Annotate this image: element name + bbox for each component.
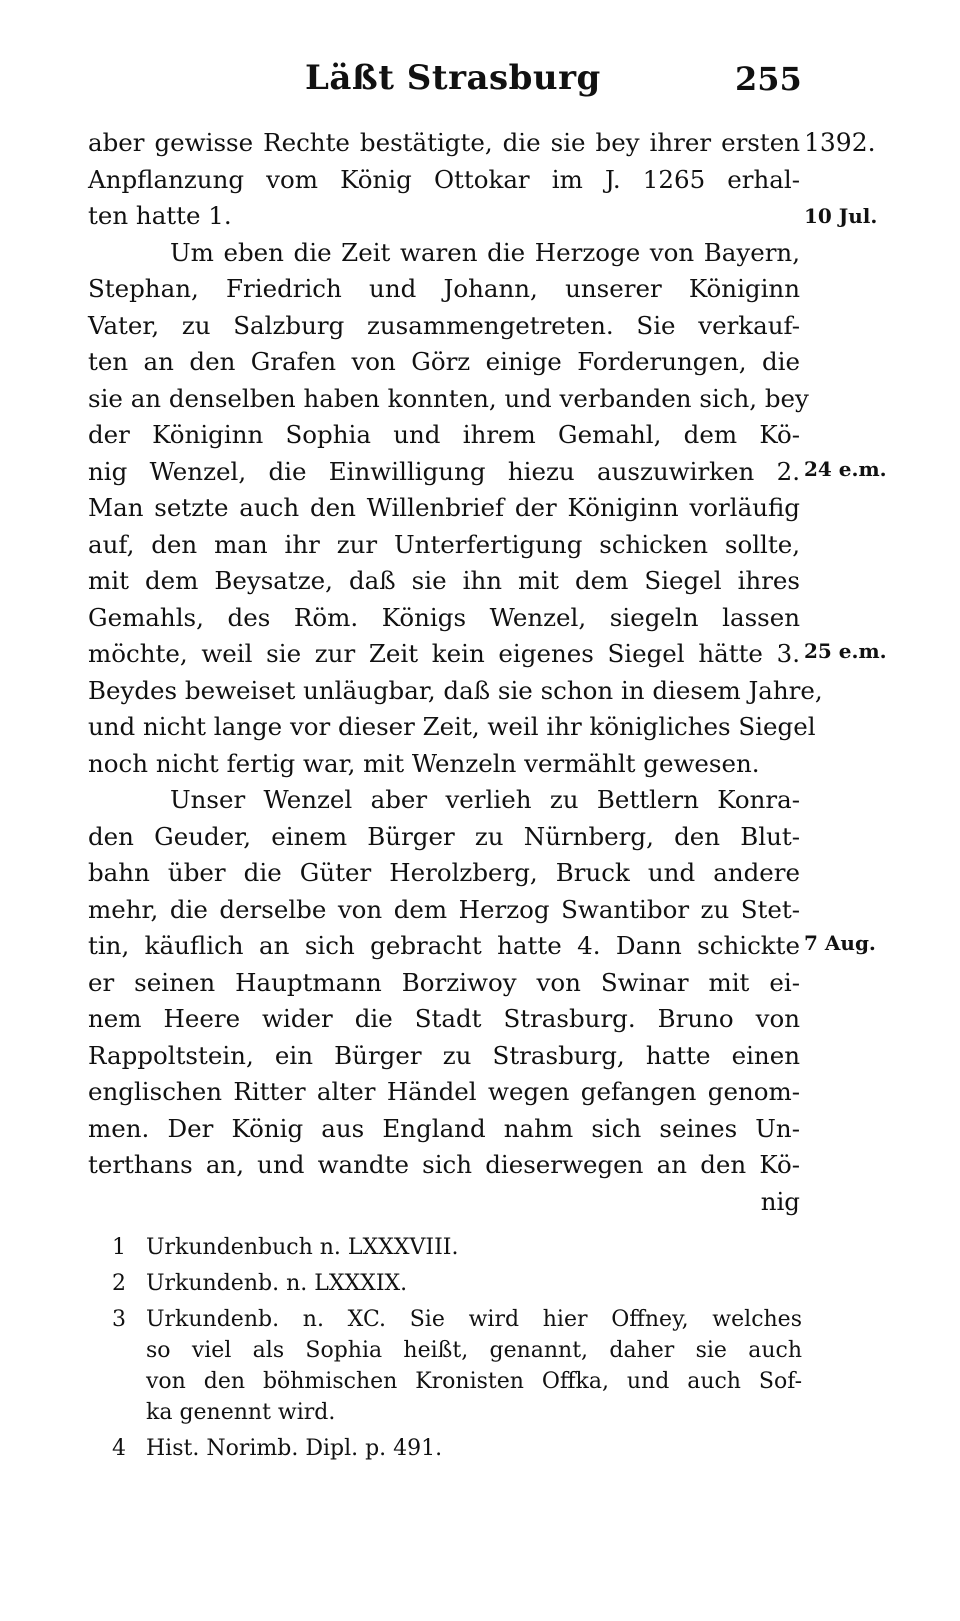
footnote bbox=[112, 1433, 802, 1464]
footnote-number: 1 bbox=[112, 1235, 126, 1260]
body-line: bahn über die Güter Herolzberg, Bruck und andere bbox=[88, 858, 800, 887]
footnote-line: Urkundenb. n. XC. Sie wird hier Offney, welches bbox=[146, 1307, 802, 1332]
footnote-line: so viel als Sophia heißt, genannt, daher sie auch bbox=[146, 1338, 802, 1363]
body-line: terthans an, und wandte sich dieserwegen an den Kö- bbox=[88, 1150, 800, 1179]
body-line: tin, käuflich an sich gebracht hatte 4. Dann schickte bbox=[88, 931, 800, 960]
footnote bbox=[112, 1268, 802, 1299]
body-line: und nicht lange vor dieser Zeit, weil ihr königliches Siegel bbox=[88, 712, 816, 741]
margin-date: 25 e.m. bbox=[804, 639, 887, 663]
running-header bbox=[0, 58, 960, 108]
body-line: mit dem Beysatze, daß sie ihn mit dem Siegel ihres bbox=[88, 566, 800, 595]
catchword: nig bbox=[760, 1186, 800, 1216]
margin-year: 1392. bbox=[804, 128, 876, 157]
body-line: Beydes beweiset unläugbar, daß sie schon in diesem Jahre, bbox=[88, 675, 823, 705]
body-line: Um eben die Zeit waren die Herzoge von Bayern, bbox=[170, 237, 800, 267]
body-line: Anpflanzung vom König Ottokar im J. 1265 erhal- bbox=[88, 164, 800, 194]
body-line: englischen Ritter alter Händel wegen gefangen genom- bbox=[88, 1077, 800, 1106]
body-line: den Geuder, einem Bürger zu Nürnberg, den Blut- bbox=[88, 821, 800, 851]
body-line: sie an denselben haben konnten, und verbanden sich, bey bbox=[88, 383, 809, 413]
body-line: Gemahls, des Röm. Königs Wenzel, siegeln lassen bbox=[88, 602, 800, 632]
footnote-text: Urkundenb. n. LXXXIX. bbox=[146, 1271, 408, 1296]
running-title: Läßt Strasburg bbox=[305, 58, 601, 98]
body-line: mehr, die derselbe von dem Herzog Swantibor zu Stet- bbox=[88, 894, 800, 924]
body-line: nig Wenzel, die Einwilligung hiezu auszuwirken 2. bbox=[88, 456, 800, 486]
body-line: der Königinn Sophia und ihrem Gemahl, dem Kö- bbox=[88, 420, 800, 449]
body-line: Man setzte auch den Willenbrief der Königinn vorläufig bbox=[88, 493, 800, 522]
footnote-text: Hist. Norimb. Dipl. p. 491. bbox=[146, 1436, 443, 1461]
page-number: 255 bbox=[735, 60, 802, 98]
footnote-number: 2 bbox=[112, 1271, 126, 1296]
body-line: noch nicht fertig war, mit Wenzeln vermählt gewesen. bbox=[88, 748, 760, 778]
footnote-text: Urkundenbuch n. LXXXVIII. bbox=[146, 1235, 459, 1260]
body-line: Unser Wenzel aber verlieh zu Bettlern Konra- bbox=[170, 785, 800, 814]
margin-date: 7 Aug. bbox=[804, 931, 876, 955]
body-line: nem Heere wider die Stadt Strasburg. Bruno von bbox=[88, 1004, 800, 1033]
margin-date: 24 e.m. bbox=[804, 457, 887, 481]
body-line: er seinen Hauptmann Borziwoy von Swinar mit ei- bbox=[88, 967, 800, 997]
body-line: men. Der König aus England nahm sich seines Un- bbox=[88, 1113, 800, 1143]
body-line: Vater, zu Salzburg zusammengetreten. Sie verkauf- bbox=[88, 310, 800, 340]
footnote-text bbox=[146, 1304, 802, 1428]
body-line: ten an den Grafen von Görz einige Forderungen, die bbox=[88, 347, 800, 376]
body-line: Stephan, Friedrich und Johann, unserer Königinn bbox=[88, 274, 800, 303]
body-line: Rappoltstein, ein Bürger zu Strasburg, hatte einen bbox=[88, 1040, 800, 1070]
footnote-line: von den böhmischen Kronisten Offka, und auch Sof- bbox=[146, 1369, 802, 1394]
footnote-number: 3 bbox=[112, 1307, 126, 1332]
body-text bbox=[88, 125, 823, 1220]
footnote-line: ka genennt wird. bbox=[146, 1400, 336, 1425]
body-line: auf, den man ihr zur Unterfertigung schicken sollte, bbox=[88, 529, 800, 559]
footnote-number: 4 bbox=[112, 1436, 126, 1461]
body-line: aber gewisse Rechte bestätigte, die sie bey ihrer ersten bbox=[88, 128, 800, 157]
margin-date: 10 Jul. bbox=[804, 204, 878, 228]
footnote bbox=[112, 1232, 802, 1263]
body-line: ten hatte 1. bbox=[88, 201, 232, 230]
footnote bbox=[112, 1304, 802, 1428]
body-line: möchte, weil sie zur Zeit kein eigenes Siegel hätte 3. bbox=[88, 639, 800, 668]
footnotes bbox=[112, 1232, 802, 1469]
